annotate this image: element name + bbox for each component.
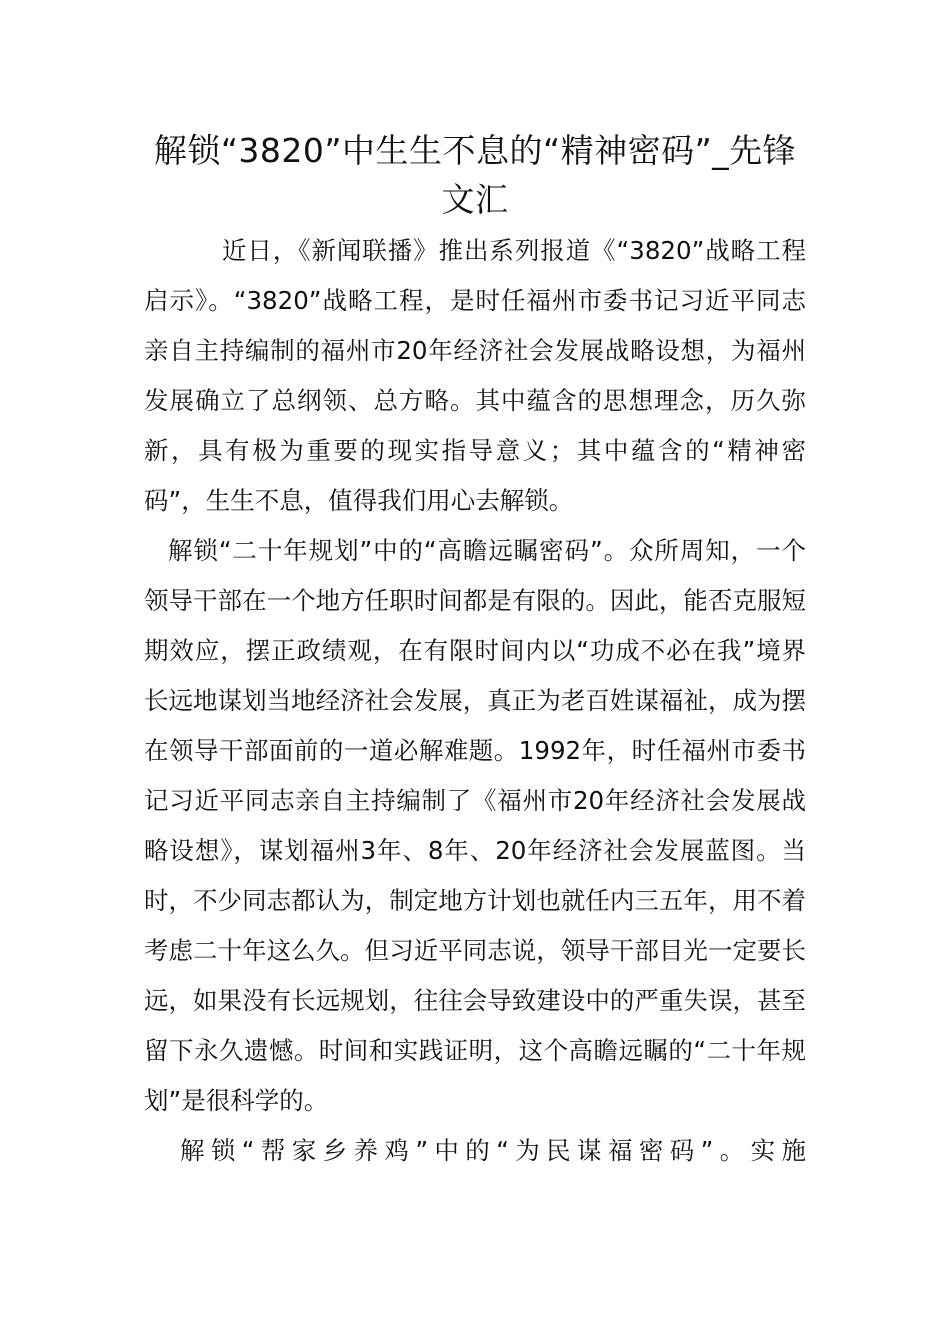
paragraph-intro: 近日，《新闻联播》推出系列报道《“3820”战略工程启示》。“3820”战略工程，是时任福州市委书记习近平同志亲自主持编制的福州市20年经济社会发展战略设想，为福州发展确立了总纲领、总方略。其中蕴含的思想理念，历久弥新，具有极为重要的现实指导意义；其中蕴含的“精神密码”，生生不息，值得我们用心去解锁。 — [144, 236, 806, 515]
document-title: 解锁“3820”中生生不息的“精神密码”_先锋文汇 — [153, 131, 797, 219]
paragraph-raise-chickens: 解锁“帮家乡养鸡”中的“为民谋福密码”。实施 — [180, 1136, 806, 1165]
paragraph-long-term-plan: 解锁“二十年规划”中的“高瞻远瞩密码”。众所周知，一个领导干部在一个地方任职时间都是有限的。因此，能否克服短期效应，摆正政绩观，在有限时间内以“功成不必在我”境界长远地谋划当地经济社会发展，真正为老百姓谋福祉，成为摆在领导干部面前的一道必解难题。1992年，时任福州市委书记习近平同志亲自主持编制了《福州市20年经济社会发展战略设想》，谋划福州3年、8年、20年经济社会发展蓝图。当时，不少同志都认为，制定地方计划也就任内三五年，用不着考虑二十年这么久。但习近平同志说，领导干部目光一定要长远，如果没有长远规划，往往会导致建设中的严重失误，甚至留下永久遗憾。时间和实践证明，这个高瞻远瞩的“二十年规划”是很科学的。 — [144, 536, 806, 1115]
document-body — [144, 226, 806, 1176]
